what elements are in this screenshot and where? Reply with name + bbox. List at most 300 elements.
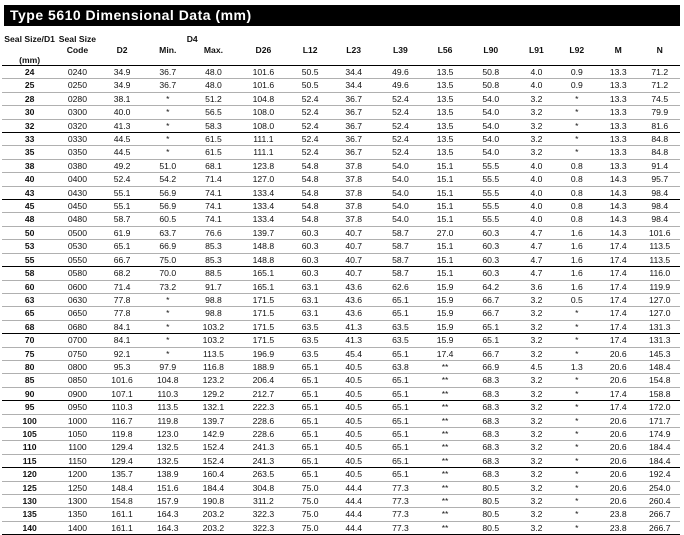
table-row [2,374,680,387]
cell-l92: * [557,133,597,146]
cell-d2: 107.1 [98,387,147,400]
cell-m: 20.6 [597,427,640,440]
cell-d2: 129.4 [98,441,147,454]
cell-m: 17.4 [597,320,640,333]
cell-l39: 77.3 [376,481,425,494]
cell-seal-size: 38 [2,159,57,172]
cell-l23: 40.7 [331,253,376,266]
cell-d4-min: 66.9 [147,240,190,253]
cell-d4-max: 74.1 [189,200,238,213]
cell-d4-min: 123.0 [147,427,190,440]
cell-l92: * [557,495,597,508]
cell-l92: * [557,401,597,414]
header-d4-max: Max. [203,44,223,55]
cell-seal-code: 0430 [57,186,97,199]
cell-seal-code: 0950 [57,401,97,414]
cell-l90: 68.3 [465,468,516,481]
cell-d4-min: * [147,334,190,347]
cell-l90: 55.5 [465,173,516,186]
cell-l56: ** [425,374,465,387]
cell-d4-min: 75.0 [147,253,190,266]
cell-l39: 52.4 [376,133,425,146]
cell-n: 119.9 [640,280,681,293]
cell-l90: 66.7 [465,347,516,360]
cell-n: 174.9 [640,427,681,440]
cell-d2: 40.0 [98,106,147,119]
cell-d2: 119.8 [98,427,147,440]
cell-n: 113.5 [640,240,681,253]
cell-l91: 4.5 [516,360,556,373]
cell-seal-code: 0400 [57,173,97,186]
cell-d4-max: 48.0 [189,66,238,79]
cell-l39: 58.7 [376,240,425,253]
table-row [2,468,680,481]
cell-d26: 171.5 [238,307,289,320]
cell-l90: 65.1 [465,320,516,333]
cell-l56: ** [425,360,465,373]
cell-l91: 4.0 [516,159,556,172]
cell-l56: 15.1 [425,173,465,186]
cell-l56: 15.9 [425,307,465,320]
cell-l90: 66.7 [465,293,516,306]
cell-m: 20.6 [597,441,640,454]
table-row [2,66,680,79]
cell-d4-max: 88.5 [189,267,238,280]
cell-l39: 54.0 [376,173,425,186]
cell-d26: 101.6 [238,66,289,79]
cell-l92: * [557,119,597,132]
cell-d4-min: * [147,307,190,320]
cell-d2: 101.6 [98,374,147,387]
table-row [2,320,680,333]
cell-d4-min: * [147,146,190,159]
cell-l12: 65.1 [289,468,332,481]
cell-d26: 148.8 [238,240,289,253]
table-row [2,159,680,172]
cell-l90: 54.0 [465,92,516,105]
cell-seal-code: 0800 [57,360,97,373]
cell-l91: 3.2 [516,347,556,360]
cell-l12: 75.0 [289,508,332,521]
cell-m: 14.3 [597,213,640,226]
cell-d4-min: 164.3 [147,521,190,534]
cell-l23: 41.3 [331,334,376,347]
cell-l91: 4.0 [516,213,556,226]
table-row [2,387,680,400]
cell-l56: ** [425,468,465,481]
cell-d4-min: 113.5 [147,401,190,414]
cell-d26: 241.3 [238,454,289,467]
cell-d2: 129.4 [98,454,147,467]
cell-d26: 127.0 [238,173,289,186]
table-row [2,92,680,105]
cell-l91: 3.2 [516,374,556,387]
cell-n: 71.2 [640,66,681,79]
cell-m: 13.3 [597,66,640,79]
cell-n: 91.4 [640,159,681,172]
cell-seal-size: 48 [2,213,57,226]
cell-l90: 80.5 [465,495,516,508]
cell-seal-size: 115 [2,454,57,467]
cell-d2: 55.1 [98,200,147,213]
cell-d2: 84.1 [98,334,147,347]
cell-d4-min: 56.9 [147,200,190,213]
cell-l23: 34.4 [331,79,376,92]
table-row [2,213,680,226]
table-row [2,119,680,132]
cell-seal-code: 0680 [57,320,97,333]
cell-l23: 36.7 [331,119,376,132]
cell-seal-size: 58 [2,267,57,280]
cell-m: 13.3 [597,92,640,105]
cell-n: 131.3 [640,334,681,347]
cell-l56: 15.9 [425,293,465,306]
cell-seal-code: 0350 [57,146,97,159]
cell-l56: 13.5 [425,79,465,92]
cell-l12: 65.1 [289,387,332,400]
cell-d26: 171.5 [238,334,289,347]
cell-d2: 41.3 [98,119,147,132]
cell-l12: 65.1 [289,401,332,414]
cell-l92: * [557,334,597,347]
cell-d4-min: 151.6 [147,481,190,494]
cell-l12: 63.5 [289,320,332,333]
cell-l90: 50.8 [465,79,516,92]
header-m: M [614,44,622,55]
cell-m: 17.4 [597,334,640,347]
cell-d26: 133.4 [238,186,289,199]
cell-l56: 15.1 [425,200,465,213]
cell-d26: 139.7 [238,226,289,239]
cell-seal-size: 68 [2,320,57,333]
cell-l90: 55.5 [465,159,516,172]
cell-n: 266.7 [640,521,681,534]
table-row [2,508,680,521]
cell-l39: 77.3 [376,495,425,508]
cell-n: 254.0 [640,481,681,494]
cell-l12: 54.8 [289,173,332,186]
table-row [2,360,680,373]
cell-l12: 75.0 [289,495,332,508]
cell-seal-size: 43 [2,186,57,199]
cell-m: 17.4 [597,401,640,414]
cell-n: 260.4 [640,495,681,508]
cell-l12: 75.0 [289,521,332,534]
cell-n: 116.0 [640,267,681,280]
cell-seal-code: 0650 [57,307,97,320]
cell-d26: 304.8 [238,481,289,494]
cell-l39: 54.0 [376,200,425,213]
cell-d26: 111.1 [238,146,289,159]
cell-l56: ** [425,508,465,521]
cell-m: 13.3 [597,133,640,146]
table-row [2,441,680,454]
cell-d4-max: 190.8 [189,495,238,508]
cell-seal-code: 0850 [57,374,97,387]
cell-seal-code: 0450 [57,200,97,213]
cell-l91: 3.2 [516,387,556,400]
cell-l91: 4.0 [516,200,556,213]
cell-d4-min: 63.7 [147,226,190,239]
table-row [2,146,680,159]
cell-l56: 15.1 [425,253,465,266]
cell-d4-min: 54.2 [147,173,190,186]
header-l39: L39 [393,44,408,55]
cell-l23: 40.5 [331,414,376,427]
cell-seal-size: 40 [2,173,57,186]
cell-d2: 61.9 [98,226,147,239]
cell-l39: 65.1 [376,401,425,414]
cell-n: 98.4 [640,186,681,199]
cell-l92: * [557,454,597,467]
cell-d2: 77.8 [98,307,147,320]
cell-d4-min: * [147,133,190,146]
cell-m: 17.4 [597,307,640,320]
cell-d2: 84.1 [98,320,147,333]
cell-m: 13.3 [597,119,640,132]
table-row [2,186,680,199]
cell-d2: 116.7 [98,414,147,427]
cell-l39: 52.4 [376,119,425,132]
table-row [2,307,680,320]
table-row [2,173,680,186]
page-title: Type 5610 Dimensional Data (mm) [4,5,680,26]
cell-n: 113.5 [640,253,681,266]
cell-n: 266.7 [640,508,681,521]
cell-d26: 133.4 [238,213,289,226]
cell-d4-max: 116.8 [189,360,238,373]
cell-d2: 66.7 [98,253,147,266]
cell-l12: 65.1 [289,374,332,387]
cell-m: 20.6 [597,481,640,494]
cell-l91: 3.2 [516,495,556,508]
cell-seal-size: 110 [2,441,57,454]
table-row [2,280,680,293]
cell-l91: 3.2 [516,414,556,427]
cell-l91: 4.7 [516,240,556,253]
cell-seal-code: 0750 [57,347,97,360]
cell-m: 20.6 [597,360,640,373]
cell-l91: 3.2 [516,293,556,306]
cell-l39: 49.6 [376,79,425,92]
cell-n: 127.0 [640,307,681,320]
header-seal-size: Seal Size/D1 [4,34,55,44]
cell-l90: 80.5 [465,521,516,534]
cell-l92: * [557,481,597,494]
cell-m: 23.8 [597,521,640,534]
cell-seal-size: 53 [2,240,57,253]
cell-l91: 3.2 [516,334,556,347]
cell-l12: 52.4 [289,146,332,159]
cell-l23: 41.3 [331,320,376,333]
cell-l23: 44.4 [331,481,376,494]
cell-n: 79.9 [640,106,681,119]
cell-seal-code: 0900 [57,387,97,400]
cell-d2: 58.7 [98,213,147,226]
cell-l23: 40.5 [331,427,376,440]
cell-l39: 58.7 [376,267,425,280]
cell-seal-size: 125 [2,481,57,494]
cell-l91: 4.7 [516,267,556,280]
cell-n: 184.4 [640,441,681,454]
header-d26: D26 [255,44,272,55]
cell-l12: 54.8 [289,159,332,172]
cell-d4-min: * [147,106,190,119]
cell-n: 145.3 [640,347,681,360]
header-n: N [656,44,663,55]
cell-n: 98.4 [640,213,681,226]
cell-l92: 0.8 [557,173,597,186]
cell-seal-code: 0320 [57,119,97,132]
cell-l39: 54.0 [376,186,425,199]
cell-d4-max: 113.5 [189,347,238,360]
cell-d26: 171.5 [238,320,289,333]
cell-l12: 60.3 [289,253,332,266]
cell-d2: 68.2 [98,267,147,280]
cell-l92: 0.9 [557,79,597,92]
cell-l23: 43.6 [331,293,376,306]
cell-l91: 3.2 [516,441,556,454]
cell-l56: 15.1 [425,186,465,199]
cell-d4-min: * [147,119,190,132]
cell-l90: 54.0 [465,119,516,132]
cell-l56: 13.5 [425,92,465,105]
cell-l39: 65.1 [376,347,425,360]
cell-l39: 77.3 [376,521,425,534]
cell-d26: 108.0 [238,119,289,132]
cell-n: 98.4 [640,200,681,213]
cell-seal-size: 60 [2,280,57,293]
cell-d4-max: 160.4 [189,468,238,481]
cell-l23: 34.4 [331,66,376,79]
cell-d4-max: 129.2 [189,387,238,400]
cell-l91: 3.2 [516,320,556,333]
cell-l91: 3.6 [516,280,556,293]
cell-l92: * [557,320,597,333]
cell-n: 84.8 [640,146,681,159]
cell-l56: 13.5 [425,133,465,146]
cell-l92: * [557,441,597,454]
cell-l92: 1.6 [557,253,597,266]
cell-d4-min: * [147,347,190,360]
cell-l23: 43.6 [331,280,376,293]
cell-d26: 322.3 [238,508,289,521]
cell-d26: 104.8 [238,92,289,105]
cell-d4-max: 184.4 [189,481,238,494]
cell-l56: ** [425,441,465,454]
table-row [2,79,680,92]
header-seal-code-2: Code [66,44,89,55]
cell-d4-max: 103.2 [189,320,238,333]
header-l90: L90 [483,44,499,55]
cell-m: 17.4 [597,387,640,400]
cell-l23: 40.5 [331,441,376,454]
cell-seal-code: 1400 [57,521,97,534]
cell-l12: 60.3 [289,267,332,280]
cell-l12: 54.8 [289,200,332,213]
table-row [2,481,680,494]
cell-seal-size: 63 [2,293,57,306]
cell-l92: * [557,521,597,534]
cell-l91: 3.2 [516,106,556,119]
cell-l12: 63.5 [289,347,332,360]
cell-d2: 49.2 [98,159,147,172]
cell-l12: 52.4 [289,92,332,105]
cell-l90: 64.2 [465,280,516,293]
cell-l12: 54.8 [289,213,332,226]
cell-l23: 44.4 [331,508,376,521]
cell-seal-code: 1350 [57,508,97,521]
cell-d4-min: * [147,320,190,333]
cell-seal-size: 85 [2,374,57,387]
cell-d26: 111.1 [238,133,289,146]
cell-n: 172.0 [640,401,681,414]
header-d4: D4 [186,34,198,44]
cell-l23: 37.8 [331,173,376,186]
cell-l92: * [557,387,597,400]
cell-l23: 36.7 [331,146,376,159]
cell-l92: * [557,427,597,440]
cell-l56: ** [425,401,465,414]
cell-d2: 34.9 [98,66,147,79]
cell-d4-max: 142.9 [189,427,238,440]
cell-l90: 60.3 [465,267,516,280]
cell-l39: 65.1 [376,307,425,320]
cell-l56: 27.0 [425,226,465,239]
cell-l91: 4.0 [516,66,556,79]
cell-d2: 55.1 [98,186,147,199]
cell-l91: 3.2 [516,454,556,467]
cell-m: 20.6 [597,454,640,467]
cell-d2: 135.7 [98,468,147,481]
table-row [2,133,680,146]
cell-m: 20.6 [597,347,640,360]
cell-l56: 15.1 [425,267,465,280]
cell-seal-size: 45 [2,200,57,213]
table-row [2,267,680,280]
cell-d4-max: 58.3 [189,119,238,132]
cell-d26: 108.0 [238,106,289,119]
cell-l92: * [557,468,597,481]
cell-l90: 65.1 [465,334,516,347]
cell-d4-max: 74.1 [189,186,238,199]
cell-d2: 34.9 [98,79,147,92]
cell-l23: 40.5 [331,374,376,387]
table-row [2,454,680,467]
cell-d26: 263.5 [238,468,289,481]
cell-seal-size: 105 [2,427,57,440]
cell-l91: 3.2 [516,92,556,105]
cell-seal-code: 1250 [57,481,97,494]
cell-l23: 44.4 [331,521,376,534]
cell-l39: 52.4 [376,92,425,105]
cell-n: 131.3 [640,320,681,333]
cell-m: 17.4 [597,240,640,253]
cell-n: 171.7 [640,414,681,427]
cell-l56: ** [425,414,465,427]
cell-l23: 40.7 [331,240,376,253]
cell-seal-code: 0280 [57,92,97,105]
cell-d4-min: 157.9 [147,495,190,508]
cell-m: 14.3 [597,173,640,186]
cell-l56: 15.9 [425,280,465,293]
cell-d4-max: 71.4 [189,173,238,186]
cell-d26: 148.8 [238,253,289,266]
cell-l56: ** [425,427,465,440]
cell-l90: 68.3 [465,387,516,400]
cell-l23: 36.7 [331,133,376,146]
cell-l56: ** [425,495,465,508]
